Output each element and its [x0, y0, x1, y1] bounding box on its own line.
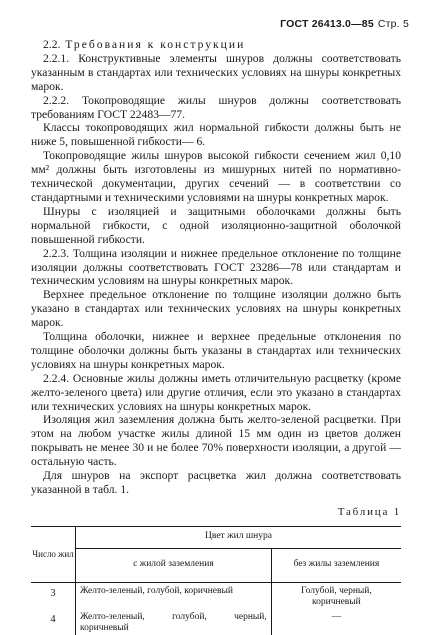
cell-count: 4 [50, 613, 56, 625]
table-row [31, 609, 401, 635]
cell-with-ground: Желто-зеленый, голубой, коричневый [76, 582, 272, 609]
header-cell-with-ground: с жилой заземления [76, 548, 272, 582]
header-cell-count: Число жил [31, 526, 76, 582]
cell-with-ground: Желто-зеленый, голубой, черный, коричневый [76, 609, 272, 635]
paragraph: 2.2.2. Токопроводящие жилы шнуров должны соответствовать требованиям ГОСТ 22483—77. [31, 93, 401, 121]
paragraph: Классы токопроводящих жил нормальной гибкости должны быть не ниже 5, повышенной гибкости— 6. [31, 121, 401, 149]
paragraph: Толщина оболочки, нижнее и верхнее предельные отклонения по толщине оболочки должны быть указаны в стандартах или технических условиях на шнуры конкретных марок. [31, 330, 401, 371]
document-body [31, 38, 401, 635]
table-row [31, 582, 401, 609]
wire-color-table [31, 526, 401, 635]
page-header [280, 18, 409, 30]
section-title: Требования к конструкции [65, 38, 246, 51]
cell-without-ground: — [331, 611, 342, 622]
section-heading [31, 38, 401, 52]
header-cell-without-ground: без жилы заземления [271, 548, 401, 582]
paragraph: Для шнуров на экспорт расцветка жил должна соответствовать указанной в табл. 1. [31, 469, 401, 496]
cell-without-ground: Голубой, черный, коричневый [301, 585, 372, 607]
standard-number: ГОСТ 26413.0—85 [280, 18, 374, 30]
section-number: 2.2. [43, 38, 61, 51]
paragraph: 2.2.4. Основные жилы должны иметь отличительную расцветку (кроме желто-зеленого цвета) или другие отличия, если это указано в стандартах или технических условиях на шнуры конкретных марок. [31, 371, 401, 413]
paragraph: 2.2.3. Толщина изоляции и нижнее предельное отклонение по толщине изоляции должны соответствовать ГОСТ 23286—78 или стандартам и техническим условиям на шнуры конкретных марок. [31, 246, 401, 288]
paragraph: 2.2.1. Конструктивные элементы шнуров должны соответствовать указанным в стандартах или технических условиях на шнуры конкретных марок. [31, 51, 401, 93]
page-number: Стр. 5 [377, 18, 409, 30]
paragraph: Верхнее предельное отклонение по толщине изоляции должно быть указано в стандартах или технических условиях на шнуры конкретных марок. [31, 288, 401, 330]
paragraph: Токопроводящие жилы шнуров высокой гибкости сечением жил 0,10 мм² должны быть изготовлены из мишурных нитей по нормативно-технической документации, других сечений — в соответствии со стандартными и техническими условиями на шнуры конкретных марок. [31, 149, 401, 204]
table-caption: Таблица 1 [337, 505, 401, 518]
cell-count: 3 [50, 587, 56, 599]
paragraph: Изоляция жил заземления должна быть желто-зеленой расцветки. При этом на любом участке жилы длиной 15 мм один из цветов должен покрывать не менее 30 и не более 70% поверхности изоляции, а другой —остальную часть. [31, 413, 401, 469]
header-cell-color: Цвет жил шнура [76, 526, 402, 548]
paragraph: Шнуры с изоляцией и защитными оболочками должны быть нормальной гибкости, с одной изоляционно-защитной оболочкой повышенной гибкости. [31, 204, 401, 246]
